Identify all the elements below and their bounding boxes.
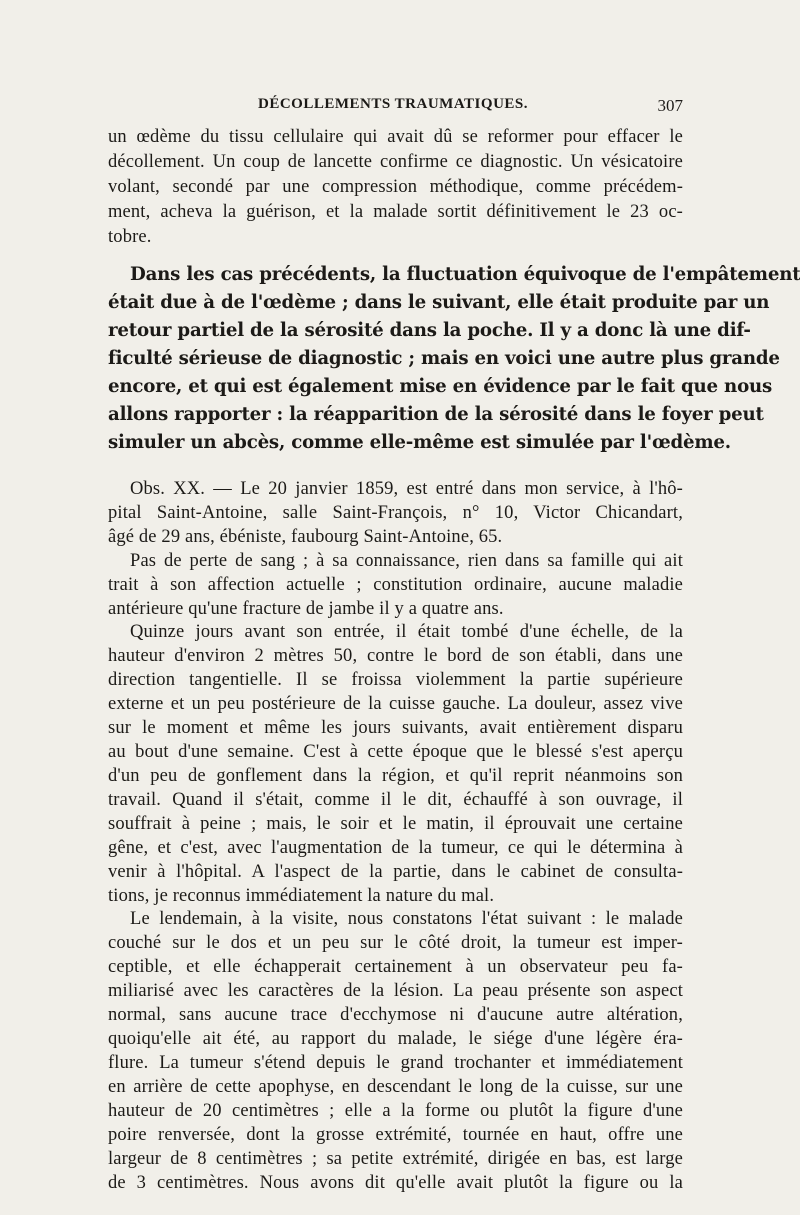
text-line: simuler un abcès, comme elle-même est simulée par l'œdème.: [108, 432, 731, 453]
text-line: couché sur le dos et un peu sur le côté droit, la tumeur est imper-: [108, 933, 683, 953]
text-line: allons rapporter : la réapparition de la sérosité dans le foyer peut: [108, 404, 764, 425]
text-line: largeur de 8 centimètres ; sa petite extrémité, dirigée en bas, est large: [108, 1149, 683, 1169]
text-line: encore, et qui est également mise en évidence par le fait que nous: [108, 376, 773, 397]
text-line: Dans les cas précédents, la fluctuation équivoque de l'empâtement: [130, 264, 800, 285]
text-line: quoiqu'elle ait été, au rapport du malade, le siége d'une légère éra-: [108, 1029, 683, 1049]
text-line: au bout d'une semaine. C'est à cette époque que le blessé s'est aperçu: [108, 742, 683, 762]
text-line: miliarisé avec les caractères de la lésion. La peau présente son aspect: [108, 981, 683, 1001]
text-line: externe et un peu postérieure de la cuisse gauche. La douleur, assez vive: [108, 694, 683, 714]
text-line: trait à son affection actuelle ; constitution ordinaire, aucune maladie: [108, 575, 683, 595]
text-line: Le lendemain, à la visite, nous constatons l'état suivant : le malade: [130, 909, 683, 929]
text-line: d'un peu de gonflement dans la région, et qu'il reprit néanmoins son: [108, 766, 683, 786]
page-number: 307: [657, 96, 683, 115]
running-title: DÉCOLLEMENTS TRAUMATIQUES.: [258, 96, 528, 112]
text-line: retour partiel de la sérosité dans la poche. Il y a donc là une dif-: [108, 320, 751, 341]
text-line: ficulté sérieuse de diagnostic ; mais en voici une autre plus grande: [108, 348, 780, 369]
text-line: volant, secondé par une compression méthodique, comme précédem-: [108, 177, 683, 197]
text-line: pital Saint-Antoine, salle Saint-François, n° 10, Victor Chicandart,: [108, 503, 683, 523]
text-line: venir à l'hôpital. A l'aspect de la partie, dans le cabinet de consulta-: [108, 862, 683, 882]
text-line: gêne, et c'est, avec l'augmentation de la tumeur, ce qui le détermina à: [108, 838, 683, 858]
text-line: Pas de perte de sang ; à sa connaissance, rien dans sa famille qui ait: [130, 551, 683, 571]
text-line: ment, acheva la guérison, et la malade sortit définitivement le 23 oc-: [108, 202, 683, 222]
text-line: Obs. XX. — Le 20 janvier 1859, est entré dans mon service, à l'hô-: [130, 479, 683, 499]
text-line: tions, je reconnus immédiatement la nature du mal.: [108, 886, 495, 906]
text-line: flure. La tumeur s'étend depuis le grand trochanter et immédiatement: [108, 1053, 683, 1073]
text-line: tobre.: [108, 227, 152, 247]
text-line: normal, sans aucune trace d'ecchymose ni d'aucune autre altération,: [108, 1005, 683, 1025]
text-line: était due à de l'œdème ; dans le suivant, elle était produite par un: [108, 292, 770, 313]
text-line: hauteur de 20 centimètres ; elle a la forme ou plutôt la figure d'une: [108, 1101, 683, 1121]
text-line: en arrière de cette apophyse, en descendant le long de la cuisse, sur une: [108, 1077, 683, 1097]
text-line: sur le moment et même les jours suivants, avait entièrement disparu: [108, 718, 683, 738]
text-line: de 3 centimètres. Nous avons dit qu'elle avait plutôt la figure ou la: [108, 1173, 683, 1193]
text-line: âgé de 29 ans, ébéniste, faubourg Saint-Antoine, 65.: [108, 527, 503, 547]
text-line: poire renversée, dont la grosse extrémité, tournée en haut, offre une: [108, 1125, 683, 1145]
text-line: un œdème du tissu cellulaire qui avait dû se reformer pour effacer le: [108, 127, 683, 147]
text-line: travail. Quand il s'était, comme il le dit, échauffé à son ouvrage, il: [108, 790, 683, 810]
text-line: Quinze jours avant son entrée, il était tombé d'une échelle, de la: [130, 622, 683, 642]
text-line: antérieure qu'une fracture de jambe il y a quatre ans.: [108, 599, 504, 619]
text-line: souffrait à peine ; mais, le soir et le matin, il éprouvait une certaine: [108, 814, 683, 834]
text-line: ceptible, et elle échapperait certainement à un observateur peu fa-: [108, 957, 683, 977]
running-header: [108, 96, 683, 122]
text-line: hauteur d'environ 2 mètres 50, contre le bord de son établi, dans une: [108, 646, 683, 666]
text-line: décollement. Un coup de lancette confirme ce diagnostic. Un vésicatoire: [108, 152, 683, 172]
text-line: direction tangentielle. Il se froissa violemment la partie supérieure: [108, 670, 683, 690]
